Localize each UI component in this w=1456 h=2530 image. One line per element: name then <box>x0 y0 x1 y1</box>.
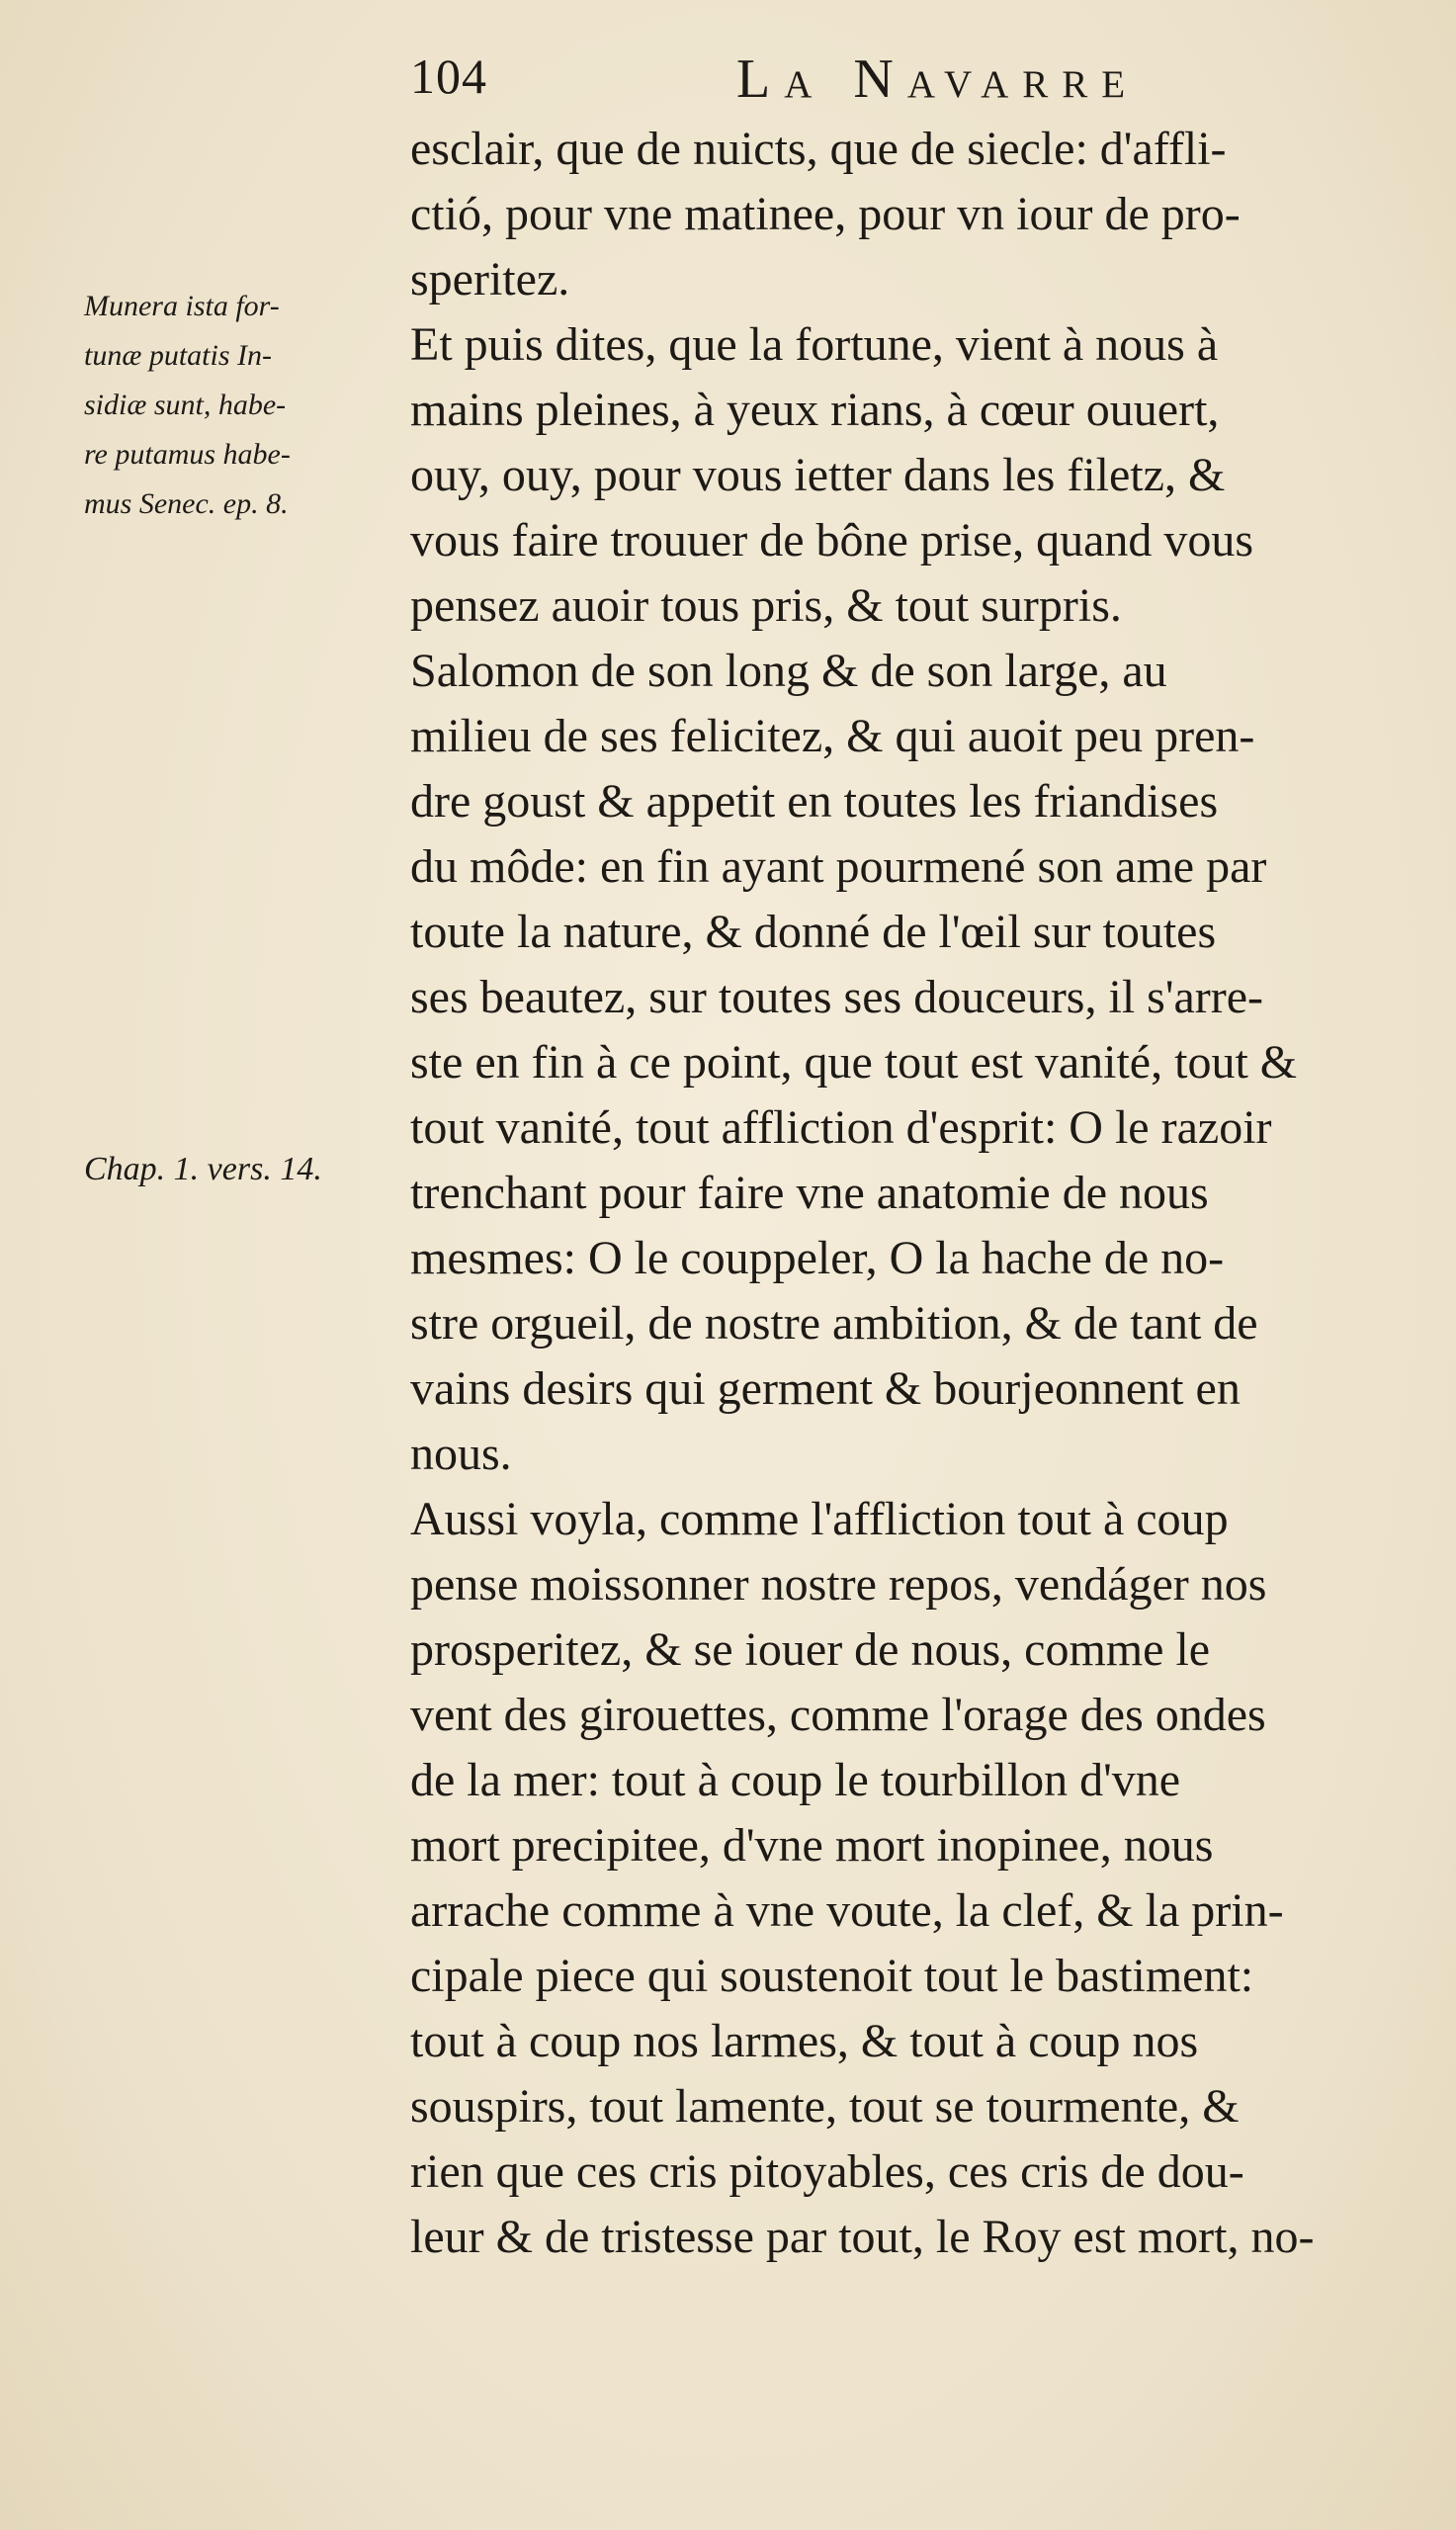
margin-note-chapter-ref: Chap. 1. vers. 14. <box>84 1151 322 1187</box>
page-number: 104 <box>410 48 487 104</box>
margin-note-line: mus Senec. ep. 8. <box>84 487 289 520</box>
text-line: speritez. <box>410 253 570 305</box>
running-title: La Navarre <box>736 48 1140 110</box>
text-line: ste en fin à ce point, que tout est vanité, tout & <box>410 1036 1298 1089</box>
text-line: pensez auoir tous pris, & tout surpris. <box>410 579 1122 632</box>
margin-note-line: re putamus habe- <box>84 438 291 471</box>
running-head <box>410 47 1359 117</box>
text-line: rien que ces cris pitoyables, ces cris de dou- <box>410 2145 1244 2198</box>
text-line: esclair, que de nuicts, que de siecle: d'affli- <box>410 123 1227 175</box>
text-line: du môde: en fin ayant pourmené son ame par <box>410 840 1267 893</box>
text-line: ouy, ouy, pour vous ietter dans les filetz, & <box>410 449 1226 501</box>
text-line: mort precipitee, d'vne mort inopinee, nous <box>410 1819 1214 1872</box>
text-line: mains pleines, à yeux rians, à cœur ouuert, <box>410 384 1220 436</box>
text-line: nous. <box>410 1428 512 1480</box>
text-line: prosperitez, & se iouer de nous, comme le <box>410 1623 1211 1676</box>
text-line: trenchant pour faire vne anatomie de nous <box>410 1167 1209 1219</box>
margin-note-line: Munera ista for- <box>84 290 280 322</box>
text-line: arrache comme à vne voute, la clef, & la prin- <box>410 1884 1284 1937</box>
text-line: mesmes: O le couppeler, O la hache de no- <box>410 1232 1225 1284</box>
text-line: ses beautez, sur toutes ses douceurs, il s'arre- <box>410 971 1264 1023</box>
text-line: milieu de ses felicitez, & qui auoit peu pren- <box>410 710 1255 762</box>
text-line: vent des girouettes, comme l'orage des ondes <box>410 1689 1266 1741</box>
margin-note-line: tunæ putatis In- <box>84 339 273 372</box>
text-line: stre orgueil, de nostre ambition, & de tant de <box>410 1297 1258 1350</box>
text-line: ctió, pour vne matinee, pour vn iour de pro- <box>410 188 1241 240</box>
text-line: vains desirs qui germent & bourjeonnent en <box>410 1362 1241 1415</box>
text-line: Aussi voyla, comme l'affliction tout à coup <box>410 1493 1229 1545</box>
text-line: Salomon de son long & de son large, au <box>410 645 1167 697</box>
text-line: vous faire trouuer de bône prise, quand vous <box>410 514 1254 567</box>
text-line: leur & de tristesse par tout, le Roy est mort, no- <box>410 2211 1315 2263</box>
text-line: pense moissonner nostre repos, vendáger nos <box>410 1558 1267 1611</box>
text-line: tout vanité, tout affliction d'esprit: O le razoir <box>410 1101 1272 1154</box>
body-text <box>410 117 1418 2270</box>
text-line: dre goust & appetit en toutes les friandises <box>410 775 1219 828</box>
text-line: tout à coup nos larmes, & tout à coup nos <box>410 2015 1199 2067</box>
text-line: Et puis dites, que la fortune, vient à nous à <box>410 318 1219 371</box>
margin-note-line: sidiæ sunt, habe- <box>84 389 287 421</box>
margin-note-seneca <box>84 282 390 529</box>
text-line: cipale piece qui soustenoit tout le bastiment: <box>410 1950 1254 2002</box>
text-line: de la mer: tout à coup le tourbillon d'vne <box>410 1754 1181 1806</box>
text-line: souspirs, tout lamente, tout se tourmente, & <box>410 2080 1240 2133</box>
text-line: toute la nature, & donné de l'œil sur toutes <box>410 906 1217 958</box>
